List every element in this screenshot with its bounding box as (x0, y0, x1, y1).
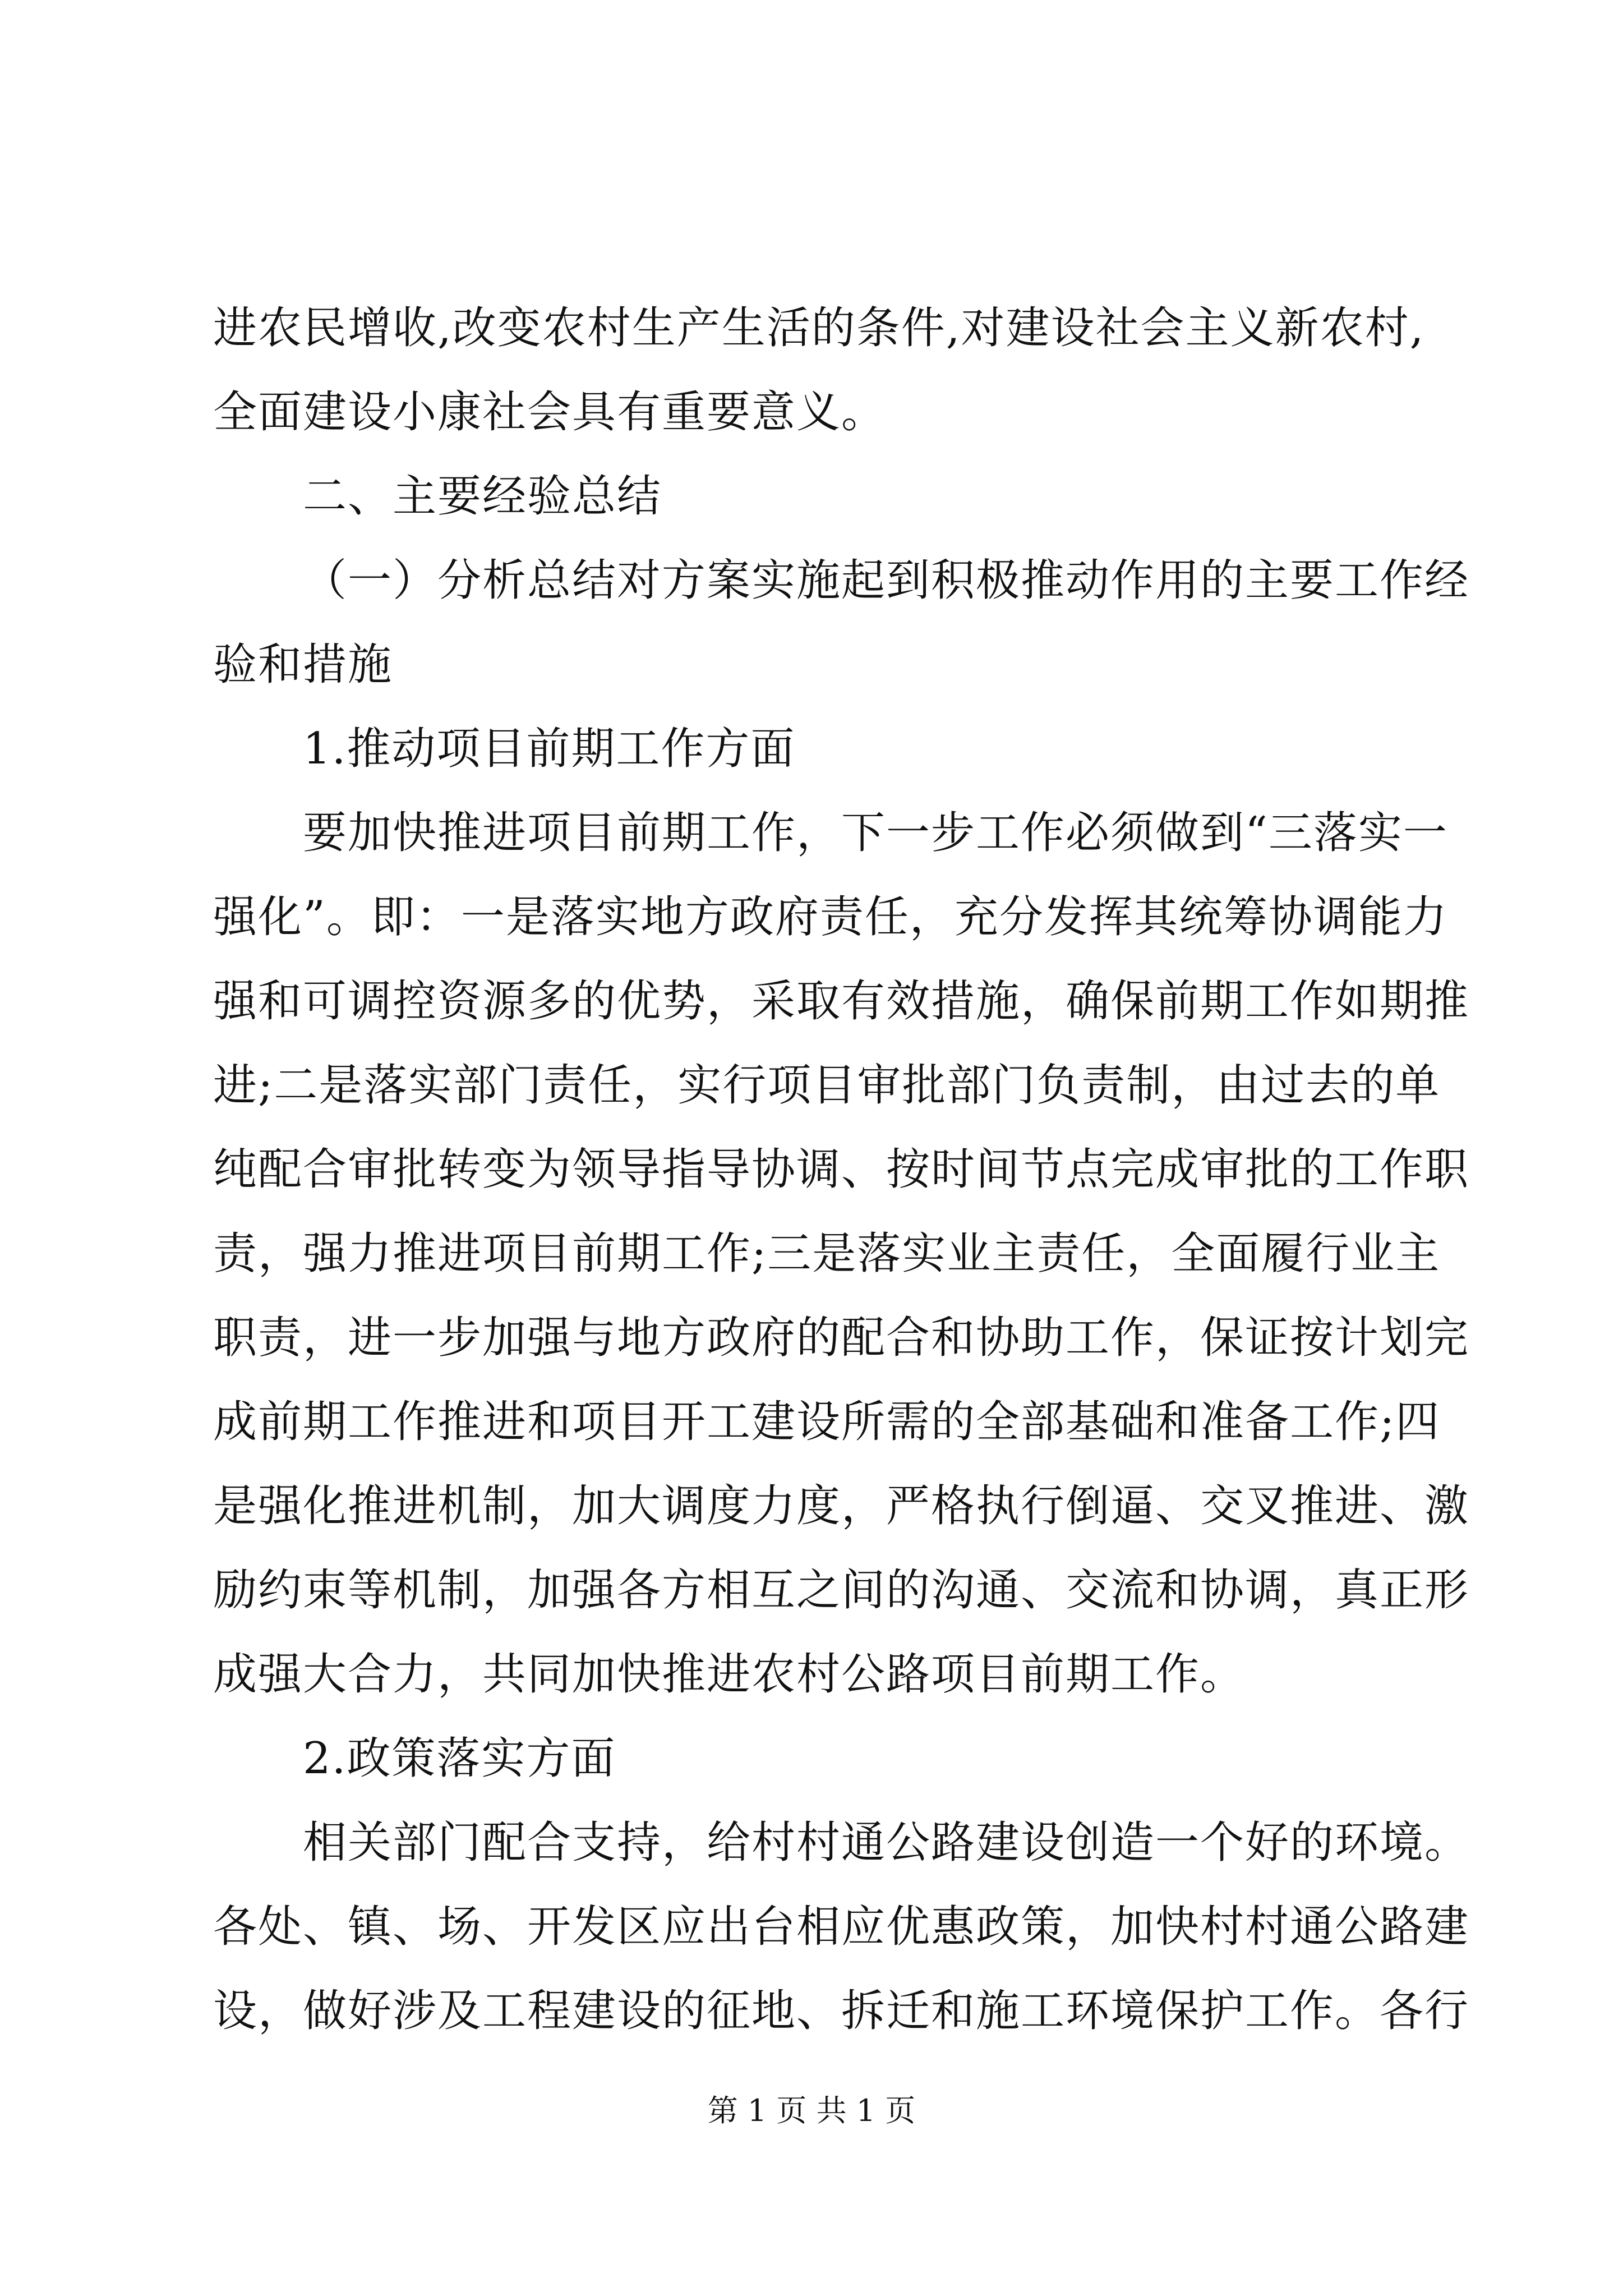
paragraph-line: 进农民增收,改变农村生产生活的条件,对建设社会主义新农村, (213, 303, 1425, 353)
section-heading: 二、主要经验总结 (303, 471, 662, 522)
subsection-heading-continued: 验和措施 (213, 639, 393, 690)
item-title: 2.政策落实方面 (303, 1733, 616, 1784)
item-title: 1.推动项目前期工作方面 (303, 724, 796, 774)
paragraph-line: 进;二是落实部门责任，实行项目审批部门负责制，由过去的单 (213, 1060, 1441, 1111)
page-footer: 第 1 页 共 1 页 (707, 2093, 916, 2128)
paragraph-line: 强和可调控资源多的优势，采取有效措施，确保前期工作如期推 (213, 976, 1470, 1027)
paragraph-line: 设，做好涉及工程建设的征地、拆迁和施工环境保护工作。各行 (213, 1986, 1470, 2036)
paragraph-line: 全面建设小康社会具有重要意义。 (213, 387, 887, 438)
paragraph-line: 要加快推进项目前期工作，下一步工作必须做到“三落实一 (303, 808, 1448, 858)
paragraph-line: 成强大合力，共同加快推进农村公路项目前期工作。 (213, 1649, 1246, 1700)
paragraph-line: 是强化推进机制，加大调度力度，严格执行倒逼、交叉推进、激 (213, 1481, 1470, 1531)
subsection-heading: （一）分析总结对方案实施起到积极推动作用的主要工作经 (303, 555, 1470, 606)
paragraph-line: 纯配合审批转变为领导指导协调、按时间节点完成审批的工作职 (213, 1144, 1470, 1195)
paragraph-line: 责，强力推进项目前期工作;三是落实业主责任，全面履行业主 (213, 1228, 1441, 1279)
paragraph-line: 强化”。即：一是落实地方政府责任，充分发挥其统筹协调能力 (213, 892, 1448, 942)
paragraph-line: 职责，进一步加强与地方政府的配合和协助工作，保证按计划完 (213, 1313, 1470, 1363)
paragraph-line: 相关部门配合支持，给村村通公路建设创造一个好的环境。 (303, 1818, 1470, 1868)
paragraph-line: 励约束等机制，加强各方相互之间的沟通、交流和协调，真正形 (213, 1565, 1470, 1616)
paragraph-line: 各处、镇、场、开发区应出台相应优惠政策，加快村村通公路建 (213, 1902, 1470, 1952)
paragraph-line: 成前期工作推进和项目开工建设所需的全部基础和准备工作;四 (213, 1397, 1441, 1447)
